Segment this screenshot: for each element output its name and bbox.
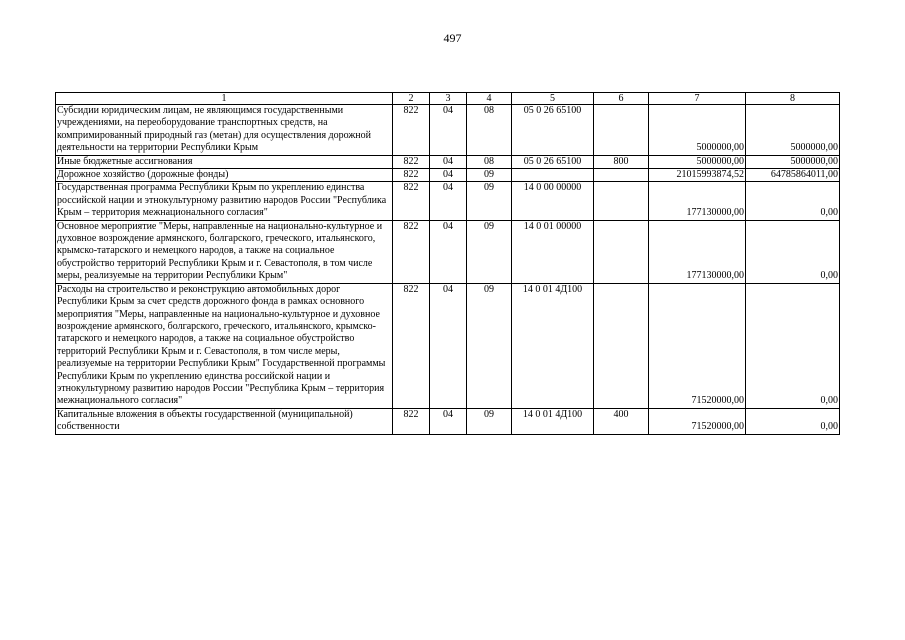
cell-section: 04 <box>430 105 467 156</box>
cell-subsection: 09 <box>467 283 512 408</box>
cell-subsection: 09 <box>467 182 512 220</box>
header-cell: 6 <box>594 93 649 105</box>
cell-target-article <box>512 169 594 182</box>
cell-section: 04 <box>430 155 467 168</box>
header-cell: 7 <box>649 93 746 105</box>
cell-amount-col7: 5000000,00 <box>649 105 746 156</box>
page-number: 497 <box>443 31 462 45</box>
cell-ministry: 822 <box>393 155 430 168</box>
cell-target-article: 14 0 01 4Д100 <box>512 408 594 434</box>
cell-amount-col8: 0,00 <box>746 283 840 408</box>
table-row <box>56 283 840 408</box>
table-row <box>56 408 840 434</box>
cell-amount-col8: 0,00 <box>746 182 840 220</box>
cell-subsection: 08 <box>467 155 512 168</box>
cell-target-article: 14 0 01 00000 <box>512 220 594 283</box>
cell-amount-col8: 64785864011,00 <box>746 169 840 182</box>
cell-amount-col7: 21015993874,52 <box>649 169 746 182</box>
table-row <box>56 169 840 182</box>
table-row <box>56 220 840 283</box>
cell-section: 04 <box>430 408 467 434</box>
cell-section: 04 <box>430 283 467 408</box>
cell-amount-col7: 5000000,00 <box>649 155 746 168</box>
header-cell: 1 <box>56 93 393 105</box>
cell-ministry: 822 <box>393 283 430 408</box>
header-cell: 8 <box>746 93 840 105</box>
row-name: Дорожное хозяйство (дорожные фонды) <box>56 169 393 182</box>
row-name: Основное мероприятие "Меры, направленные на национально-культурное и духовное возрождение армянского, болгарского, греческого, итальянского, крымско-татарского и немецкого народов, а также на социальное обустройство территорий Республики Крым и г. Севастополя, в том числе меры, реализуемые на территории Республики Крым" <box>56 220 393 283</box>
row-name: Субсидии юридическим лицам, не являющимся государственными учреждениями, на переоборудование транспортных средств, на компримированный природный газ (метан) для осуществления дорожной деятельности на территории Республики Крым <box>56 105 393 156</box>
cell-target-article: 05 0 26 65100 <box>512 105 594 156</box>
cell-expense-type: 800 <box>594 155 649 168</box>
header-cell: 3 <box>430 93 467 105</box>
budget-table <box>55 92 840 435</box>
table-row <box>56 105 840 156</box>
cell-section: 04 <box>430 182 467 220</box>
cell-ministry: 822 <box>393 169 430 182</box>
cell-expense-type: 400 <box>594 408 649 434</box>
row-name: Капитальные вложения в объекты государственной (муниципальной) собственности <box>56 408 393 434</box>
cell-subsection: 09 <box>467 169 512 182</box>
cell-subsection: 08 <box>467 105 512 156</box>
cell-amount-col7: 177130000,00 <box>649 220 746 283</box>
header-cell: 5 <box>512 93 594 105</box>
cell-amount-col8: 0,00 <box>746 220 840 283</box>
row-name: Государственная программа Республики Крым по укреплению единства российской нации и этнокультурному развитию народов России "Республика Крым – территория межнационального согласия" <box>56 182 393 220</box>
cell-amount-col8: 5000000,00 <box>746 105 840 156</box>
cell-expense-type <box>594 283 649 408</box>
header-cell: 2 <box>393 93 430 105</box>
cell-ministry: 822 <box>393 408 430 434</box>
cell-target-article: 14 0 01 4Д100 <box>512 283 594 408</box>
cell-amount-col7: 71520000,00 <box>649 408 746 434</box>
cell-expense-type <box>594 220 649 283</box>
cell-ministry: 822 <box>393 220 430 283</box>
cell-section: 04 <box>430 220 467 283</box>
cell-expense-type <box>594 105 649 156</box>
cell-section: 04 <box>430 169 467 182</box>
cell-amount-col7: 177130000,00 <box>649 182 746 220</box>
header-cell: 4 <box>467 93 512 105</box>
cell-expense-type <box>594 169 649 182</box>
cell-amount-col8: 5000000,00 <box>746 155 840 168</box>
cell-ministry: 822 <box>393 182 430 220</box>
cell-subsection: 09 <box>467 408 512 434</box>
row-name: Иные бюджетные ассигнования <box>56 155 393 168</box>
cell-amount-col7: 71520000,00 <box>649 283 746 408</box>
cell-amount-col8: 0,00 <box>746 408 840 434</box>
table-row <box>56 155 840 168</box>
cell-target-article: 05 0 26 65100 <box>512 155 594 168</box>
table-row <box>56 182 840 220</box>
cell-expense-type <box>594 182 649 220</box>
cell-target-article: 14 0 00 00000 <box>512 182 594 220</box>
header-row <box>56 93 840 105</box>
cell-ministry: 822 <box>393 105 430 156</box>
cell-subsection: 09 <box>467 220 512 283</box>
row-name: Расходы на строительство и реконструкцию автомобильных дорог Республики Крым за счет средств дорожного фонда в рамках основного мероприятия "Меры, направленные на национально-культурное и духовное возрождение армянского, болгарского, греческого, итальянского, крымско-татарского и немецкого народов, а также на социальное обустройство территорий Республики Крым и г. Севастополя, в том числе меры, реализуемые на территории Республики Крым" Государственной программы Республики Крым по укреплению единства российской нации и этнокультурному развитию народов России "Республика Крым – территория межнационального согласия" <box>56 283 393 408</box>
